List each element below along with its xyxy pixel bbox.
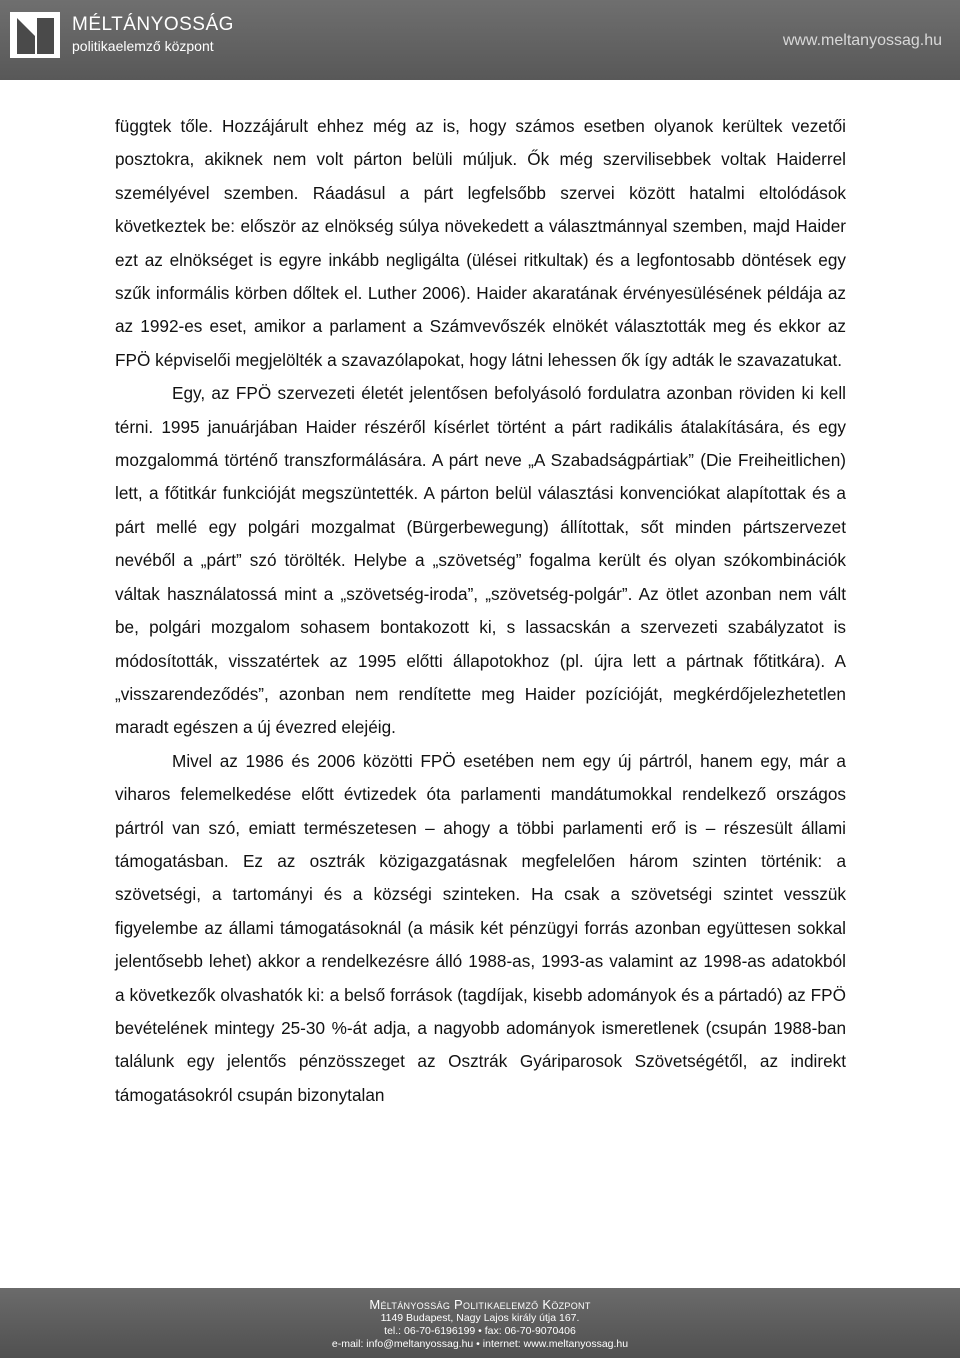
footer-contact[interactable]: e-mail: info@meltanyossag.hu • internet: www.meltanyossag.hu: [331, 1338, 629, 1350]
page-header: [0, 0, 960, 80]
paragraph-1: függtek tőle. Hozzájárult ehhez még az is, hogy számos esetben olyanok kerültek vezetői posztokra, akiknek nem volt párton belüli múljuk. Ők még szervilisebbek voltak Haiderrel személyével szemben. Ráadásul a párt legfelsőbb szervei között hatalmi eltolódások következtek be: először az elnökség súlya növekedett a választmánnyal szemben, majd Haider ezt az elnökséget is egyre inkább negligálta (ülései ritkultak) és a legfontosabb döntések egy szűk informális körben dőltek el. Luther 2006). Haider akaratának érvényesülésének példája az az 1992-es eset, amikor a parlament a Számvevőszék elnökét választották meg és ekkor az FPÖ képviselői megjelölték a szavazólapokat, hogy látni lehessen ők így adták le szavazatukat.: [115, 116, 846, 370]
footer-org-name: Méltányosság Politikaelemző Központ: [369, 1297, 591, 1312]
paragraph-3: Mivel az 1986 és 2006 közötti FPÖ esetében nem egy új pártról, hanem egy, már a viharos felemelkedése előtt évtizedek óta parlamenti mandátumokkal rendelkező országos pártról van szó, emiatt természetesen – ahogy a többi parlamenti erő is – részesült állami támogatásban. Ez az osztrák közigazgatásnak megfelelően három szinten történik: a szövetségi, a tartományi és a községi szinteken. Ha csak a szövetségi szintet vesszük figyelembe az állami támogatásoknál (a másik két pénzügyi forrás azonban együttesen sokkal jelentősebb lehet) akkor a rendelkezésre álló 1988-as, 1993-as valamint az 1998-as adatokból a következők olvashatók ki: a belső források (tagdíjak, kisebb adományok és a pártadó) az FPÖ bevételének mintegy 25-30 %-át adja, a nagyobb adományok ismeretlenek (csupán 1988-ban találunk egy jelentős pénzösszeget az Osztrák Gyáriparosok Szövetségétől, az indirekt támogatásokról csupán bizonytalan: [115, 750, 846, 1105]
paragraph-2: Egy, az FPÖ szervezeti életét jelentősen befolyásoló fordulatra azonban röviden ki kell térni. 1995 januárjában Haider részéről kísérlet történt a párt radikális átalakítására, és egy mozgalommá történő transzformálására. A párt neve „A Szabadságpártiak” (Die Freiheitlichen) lett, a főtitkár funkcióját megszüntették. A párton belül választási konvenciókat alapítottak és a párt mellé egy polgári mozgalmat (Bürgerbewegung) állítottak, sőt minden pártszervezet nevéből a „párt” szó törölték. Helybe a „szövetség” fogalma került és olyan szókombinációk váltak használatossá mint a „szövetség-iroda”, „szövetség-polgár”. Az ötlet azonban nem vált be, polgári mozgalom sohasem bontakozott ki, s lassacskán a szervezeti szabályzatot is módosították, visszatértek az 1995 előtti állapotokhoz (pl. újra lett a pártnak főtitkára). A „visszarendeződés”, azonban nem rendítette meg Haider pozícióját, megkérdőjelezhetetlen maradt egészen a új évezred elejéig.: [115, 383, 846, 738]
brand-name: MÉLTÁNYOSSÁG: [72, 14, 234, 35]
page-footer: [0, 1288, 960, 1358]
document-body: [115, 110, 846, 1112]
brand-subtitle: politikaelemző központ: [72, 38, 214, 54]
footer-address: 1149 Budapest, Nagy Lajos király útja 167.: [380, 1312, 580, 1324]
meltanyossag-logo-icon: [10, 12, 60, 58]
footer-phone: tel.: 06-70-6196199 • fax: 06-70-9070406: [384, 1325, 576, 1337]
site-url-link[interactable]: www.meltanyossag.hu: [782, 32, 942, 49]
